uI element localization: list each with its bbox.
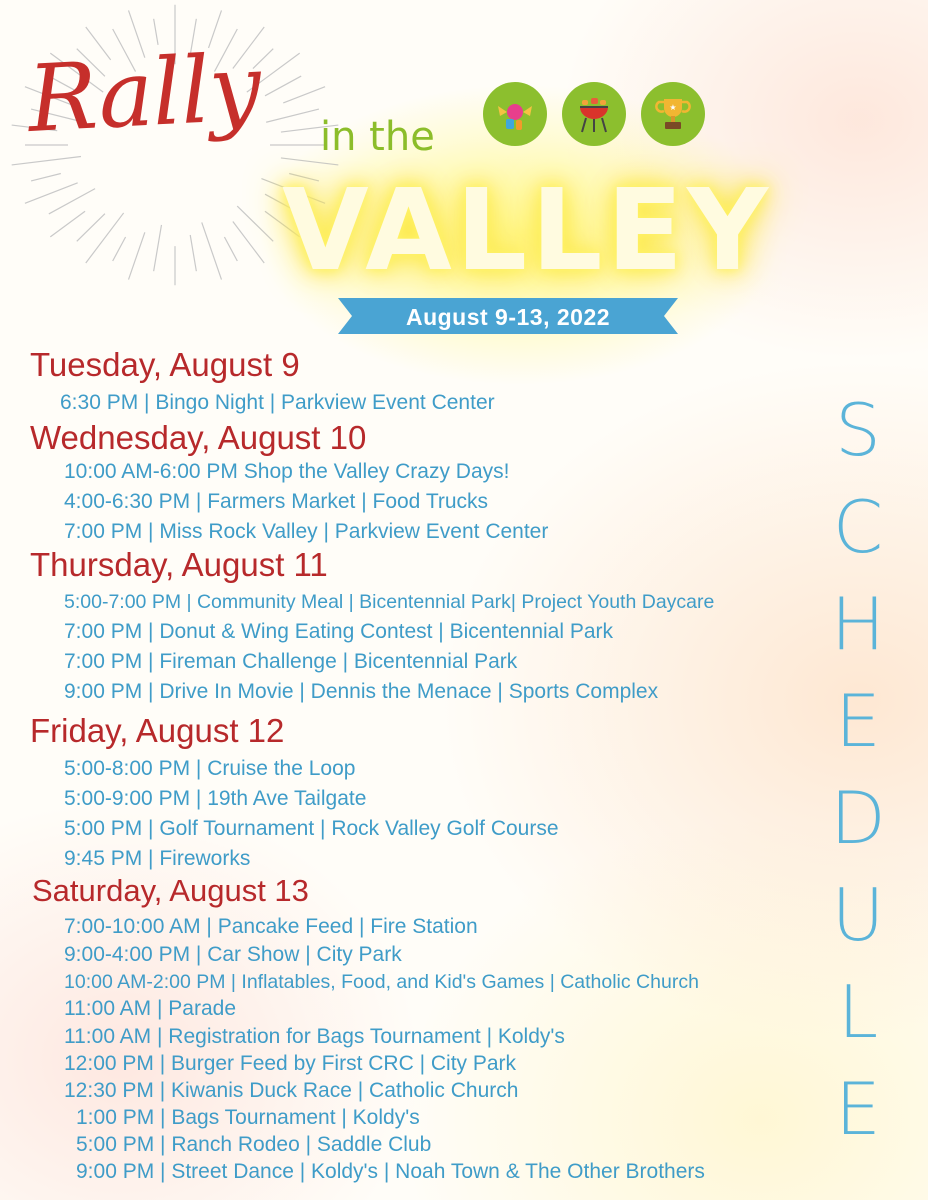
candy-icon	[483, 82, 547, 146]
trophy-icon	[641, 82, 705, 146]
event-dates: August 9-13, 2022	[405, 304, 611, 330]
event-item: 12:00 PM | Burger Feed by First CRC | City Park	[64, 1052, 517, 1075]
event-item: 10:00 AM-6:00 PM Shop the Valley Crazy Days!	[64, 460, 510, 483]
day-heading-thursday: Thursday, August 11	[30, 546, 328, 583]
event-item: 11:00 AM | Parade	[64, 997, 237, 1020]
in-the-text: in the	[320, 114, 435, 160]
svg-text:★: ★	[669, 103, 677, 112]
day-heading-wednesday: Wednesday, August 10	[30, 419, 367, 456]
day-heading-friday: Friday, August 12	[30, 712, 285, 749]
event-item: 5:00-9:00 PM | 19th Ave Tailgate	[64, 787, 367, 810]
schedule-letter: E	[835, 679, 881, 763]
event-item: 6:30 PM | Bingo Night | Parkview Event Center	[60, 391, 495, 414]
day-heading-saturday: Saturday, August 13	[32, 873, 309, 908]
rally-title: Rally	[25, 34, 263, 153]
event-item: 4:00-6:30 PM | Farmers Market | Food Trucks	[64, 490, 489, 513]
schedule-vertical-label	[826, 382, 890, 1158]
event-item: 9:00 PM | Drive In Movie | Dennis the Menace | Sports Complex	[64, 680, 659, 703]
event-item: 5:00-7:00 PM | Community Meal | Bicentennial Park| Project Youth Daycare	[64, 591, 715, 613]
event-item: 7:00-10:00 AM | Pancake Feed | Fire Station	[64, 915, 478, 938]
event-item: 10:00 AM-2:00 PM | Inflatables, Food, and Kid's Games | Catholic Church	[64, 971, 699, 993]
event-item: 7:00 PM | Donut & Wing Eating Contest | Bicentennial Park	[64, 620, 614, 643]
schedule-letter: E	[835, 1067, 881, 1151]
event-item: 5:00 PM | Ranch Rodeo | Saddle Club	[76, 1133, 432, 1156]
day-heading-tuesday: Tuesday, August 9	[30, 346, 300, 383]
schedule-letter: U	[831, 873, 885, 957]
grill-icon	[562, 82, 626, 146]
schedule-letter: S	[835, 388, 881, 472]
schedule-letter: C	[832, 485, 884, 569]
event-item: 12:30 PM | Kiwanis Duck Race | Catholic Church	[64, 1079, 519, 1102]
event-item: 11:00 AM | Registration for Bags Tournament | Koldy's	[64, 1025, 565, 1048]
event-item: 5:00-8:00 PM | Cruise the Loop	[64, 757, 356, 780]
schedule-letter: D	[830, 776, 886, 860]
schedule-letter: L	[837, 970, 879, 1054]
event-item: 9:00-4:00 PM | Car Show | City Park	[64, 943, 402, 966]
event-item: 9:45 PM | Fireworks	[64, 847, 251, 870]
event-item: 7:00 PM | Fireman Challenge | Bicentennial Park	[64, 650, 518, 673]
valley-title: VALLEY	[282, 166, 773, 296]
event-item: 1:00 PM | Bags Tournament | Koldy's	[76, 1106, 420, 1129]
event-item: 9:00 PM | Street Dance | Koldy's | Noah Town & The Other Brothers	[76, 1160, 705, 1183]
schedule-letter: H	[830, 582, 886, 666]
event-item: 5:00 PM | Golf Tournament | Rock Valley Golf Course	[64, 817, 559, 840]
icon-row	[483, 82, 705, 146]
event-item: 7:00 PM | Miss Rock Valley | Parkview Event Center	[64, 520, 549, 543]
